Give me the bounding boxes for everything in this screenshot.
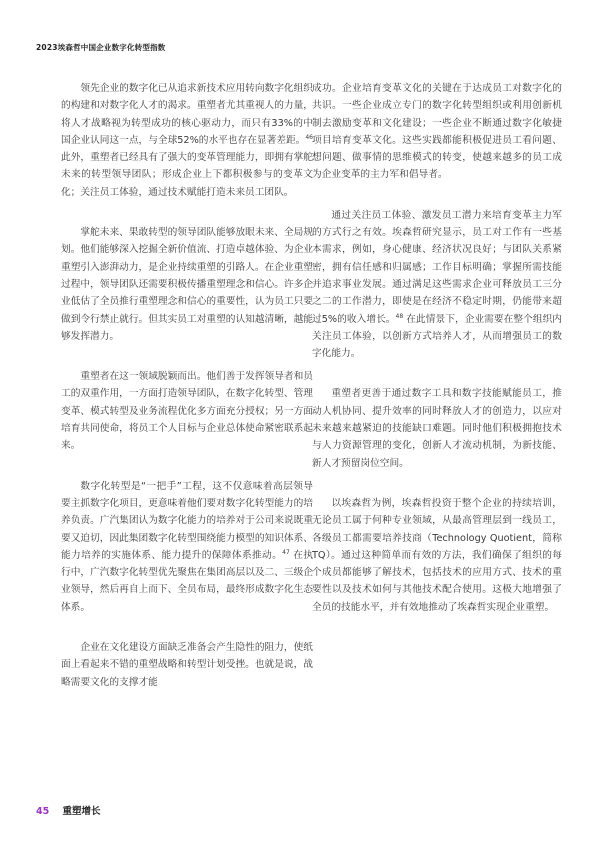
paragraph: 企业在文化建设方面缺乏准备会产生隐性的阻力，使纸面上看起来不错的重塑战略和转型计划受挫。也就是说，战略需要文化的支撑才能 [61,642,313,688]
page-number: 45 [36,806,50,817]
paragraph: 数字化转型是“一把手”工程，这不仅意味着高层领导要主抓数字化项目，更意味着他们要对数字化转型能力的培养负责。广汽集团认为数字化能力的培养对于公司来说既重要又迫切，因此集团数字化转型围绕能力模型的知识体系、能力培养的实施体系、能力提升的保障体系推动。$^{47}$ 在执行中，广汽数字化转型优先聚焦在集团高层以及二、三级企业领导，然后再自上而下、全员布局，最终形成数字化生态体系。 [61,480,313,613]
left-column [61,80,313,714]
section-title: 重塑增长 [62,806,101,817]
paragraph: 领先企业的数字化已从追求新技术应用转向数字化组织的构建和对数字化人才的渴求。重塑者尤其重视人的力量，将人才战略视为转型成功的核心驱动力，而只有33%的中国企业认同这一点，与全球52%的水平也存在显著差距。$^{46}$ 此外，重塑者已经具有了强大的变革管理能力，即拥有掌舵未来的转型领导团队；形成企业上下都积极参与的变革文化；关注员工体验，通过技术赋能打造未来员工团队。 [61,83,313,198]
paragraph: 重塑者更善于通过数字工具和数字技能赋能员工，推动人机协同、提升效率的同时释放人才的创造力，以应对未来越来越紧迫的技能缺口难题。同时他们积极拥抱技术与人力资源管理的变化，创新人才流动机制，为新技能、新人才预留岗位空间。 [312,388,562,469]
footnote-ref: 47 [282,548,290,556]
right-column [312,80,562,639]
paragraph: 重塑者在这一领域脱颖而出。他们善于发挥领导者和员工的双重作用，一方面打造领导团队，在数字化转型、管理变革、模式转型及业务流程优化多方面充分授权；另一方面培育共同使命，将员工个人目标与企业总体使命紧密联系起来。 [61,371,313,452]
footnote-ref: 48 [395,312,404,320]
paragraph: 成功。企业培育变革文化的关键在于达成员工对数字化的共识。一些企业成立专门的数字化转型组织或利用创新机制去激励变革和文化建设；一些企业不断通过数字化敏捷项目培育变革文化。这些实践都能积极促进员工看问题、想问题、做事情的思维模式的转变，使越来越多的员工成为企业变革的主力军和倡导者。 [312,83,562,181]
paragraph: 掌舵未来、果敢转型的领导团队能够放眼未来、全局规划。他们能够深入挖掘全新价值流、打造卓越体验、为企业重塑引入澎湃动力，是企业持续重塑的引路人。在企业重塑过程中，领导团队还需要积极传播重塑理念和信心。许多企业低估了全员推行重塑理念和信心的重要性，认为员工只要做到令行禁止就行。但其实员工对重塑的认知越清晰，越能够发挥潜力。 [61,227,313,342]
running-header: 2023埃森哲中国企业数字化转型指数 [36,43,166,52]
paragraph: 通过关注员工体验、激发员工潜力来培育变革主力军的方式行之有效。埃森哲研究显示，员工对工作有一些基本需求，例如，身心健康、经济状况良好；与团队关系紧密，拥有信任感和归属感；工作目标明确；掌握所需技能并追求事业发展。通过满足这些需求企业可释放员工三分之二的工作潜力，即使是在经济不稳定时期，仍能带来超过5%的收入增长。$^{48}$ 在此情景下，企业需要在整个组织内关注员工体验，以创新方式培养人才，从而增强员工的数字化能力。 [312,209,562,360]
page-footer [36,803,101,817]
paragraph: 以埃森哲为例，埃森哲投资于整个企业的持续培训，无论员工属于何种专业领域，从最高管理层到一线员工，各级员工都需要培养技商（Technology Quotient，简称TQ）。通过这种简单而有效的方法，我们确保了组织的每个成员都能够了解技术，包括技术的应用方式、技术的重要性以及技术如何与其他技术配合使用。这极大地增强了全员的技能水平，并有效地推动了埃森哲实现企业重塑。 [312,497,562,613]
footnote-ref: 46 [305,133,313,141]
